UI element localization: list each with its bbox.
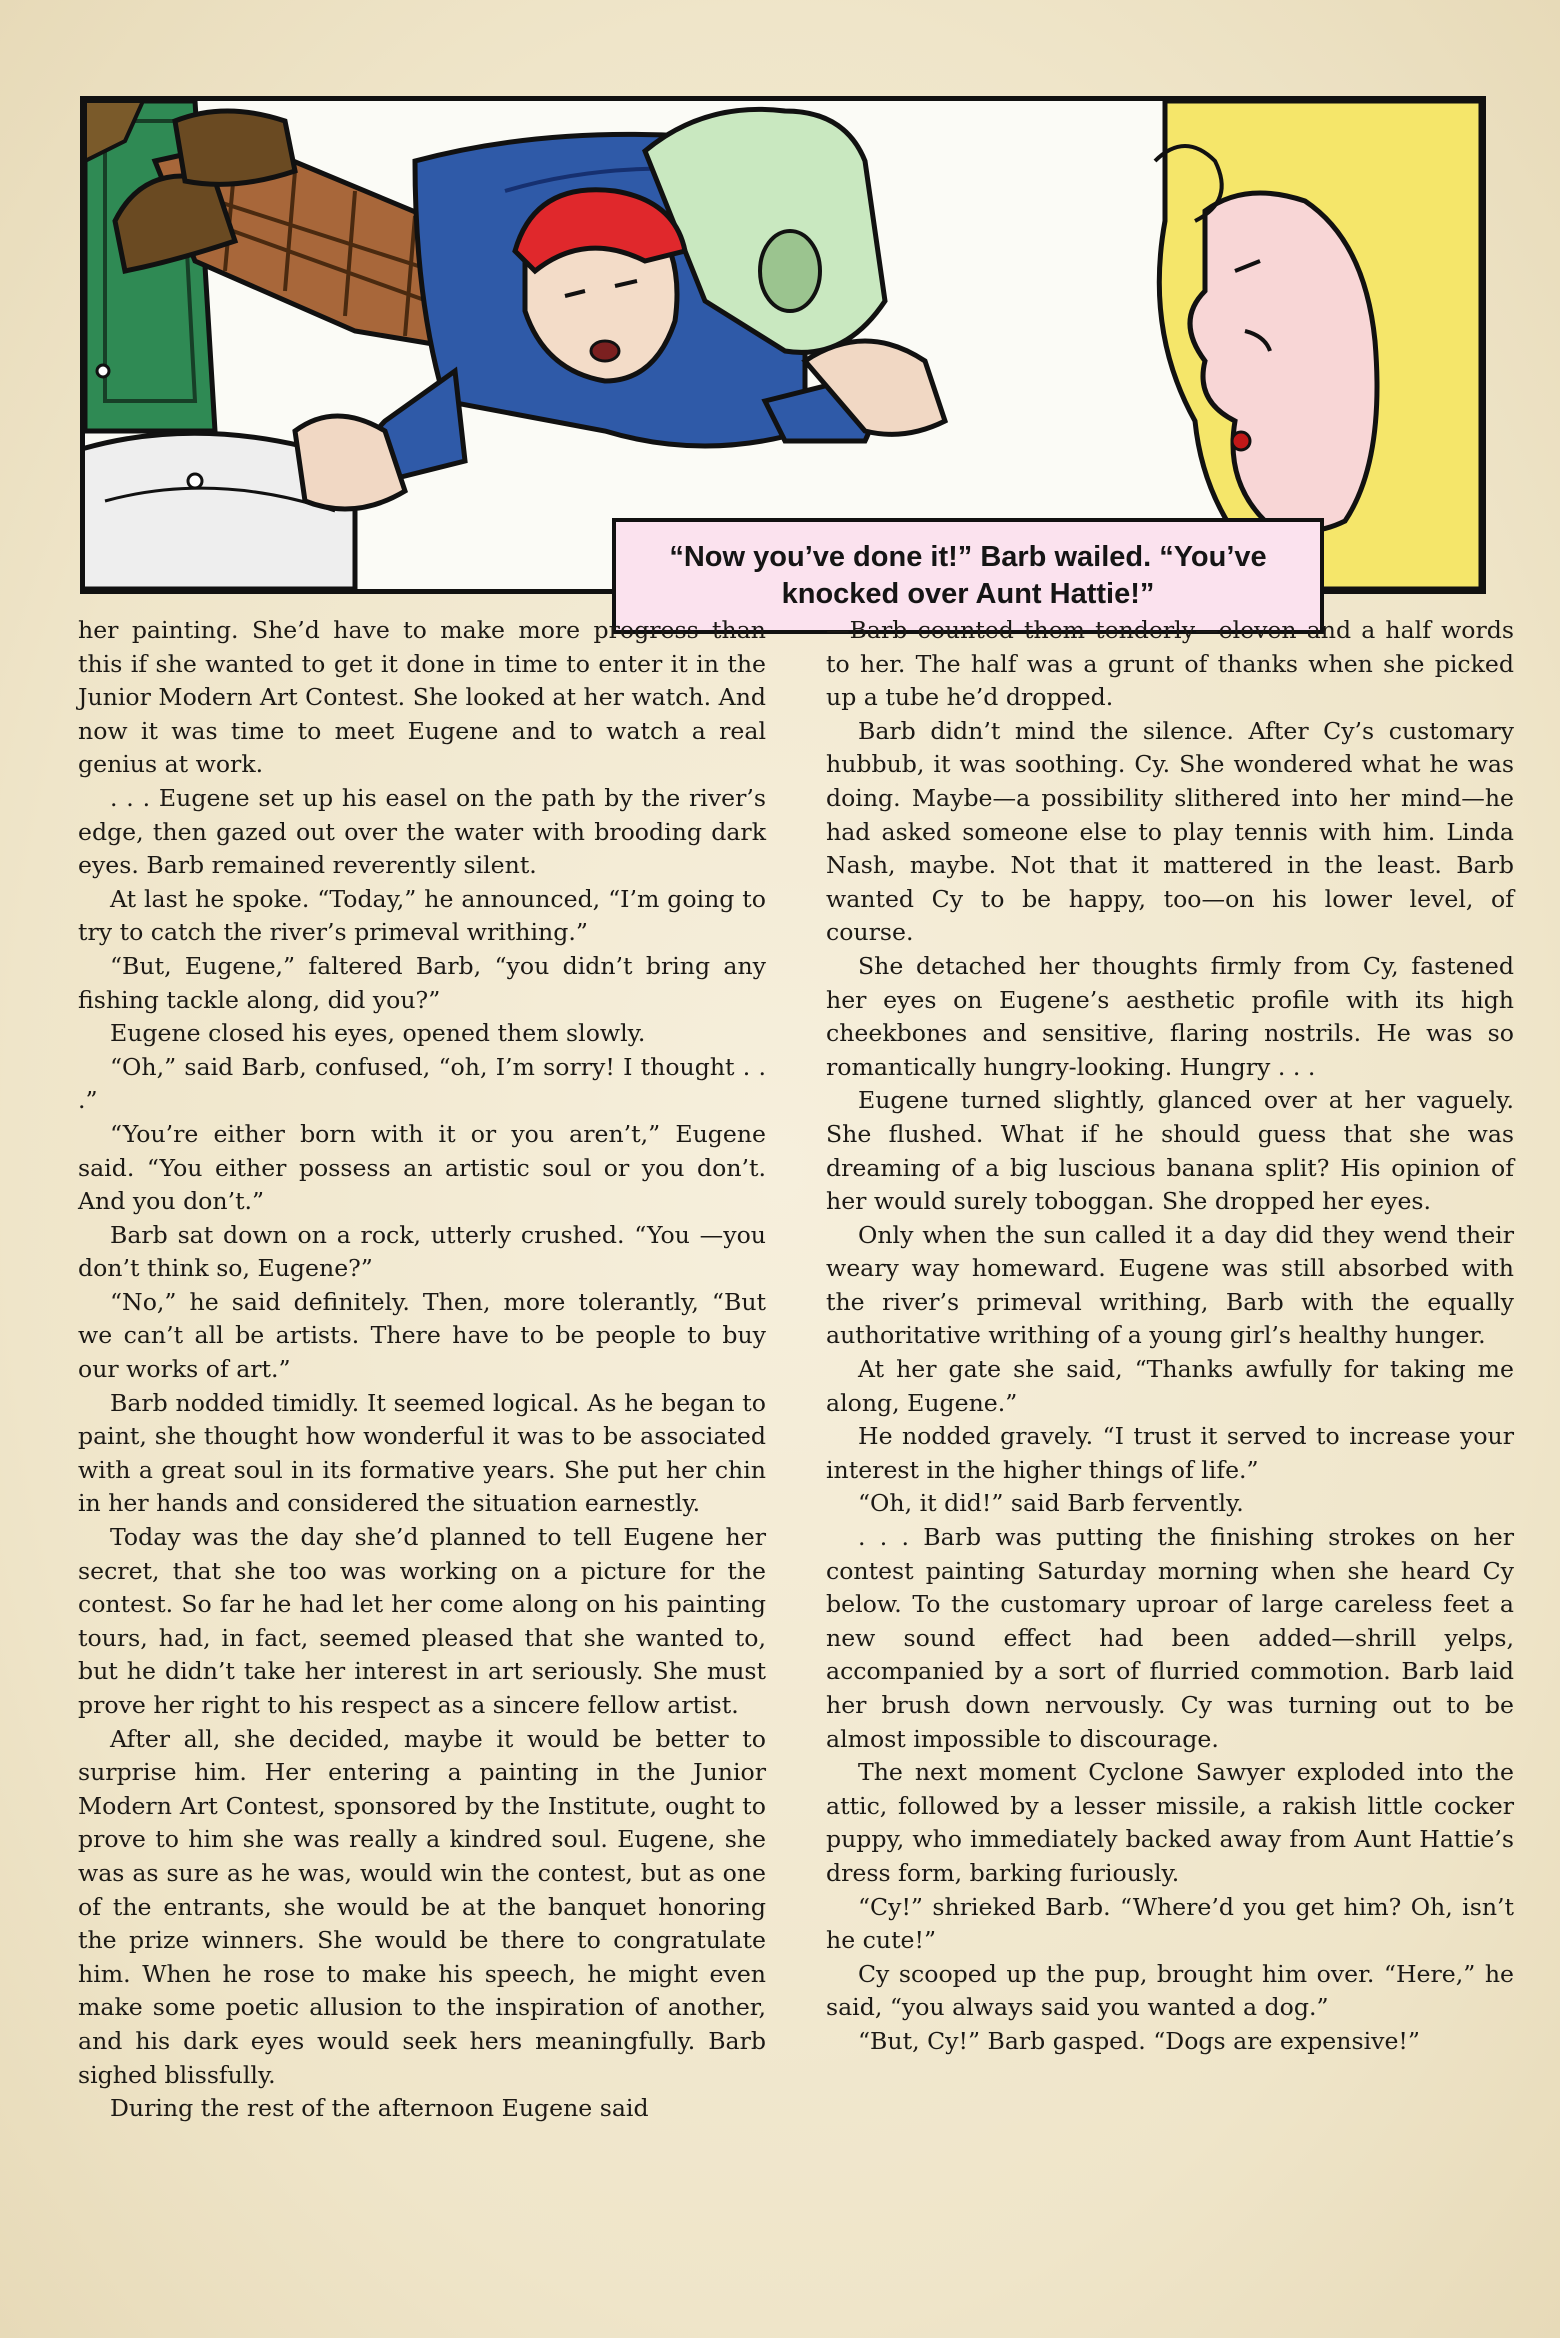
story-paragraph: —Barb counted them tenderly—eleven and a half words to her. The half was a grunt of thanks when she picked up a tube he’d dropped. (826, 616, 1514, 712)
story-paragraph: Eugene closed his eyes, opened them slowly. (110, 1019, 646, 1048)
caption-line-2: knocked over Aunt Hattie!” (781, 578, 1155, 610)
story-paragraph: “Cy!” shrieked Barb. “Where’d you get him? Oh, isn’t he cute!” (826, 1892, 1514, 1955)
story-paragraph: “But, Eugene,” faltered Barb, “you didn’t bring any fishing tackle along, did you?” (78, 951, 766, 1014)
story-paragraph: He nodded gravely. “I trust it served to increase your interest in the higher things of life.” (826, 1422, 1514, 1484)
story-paragraph: The next moment Cyclone Sawyer exploded into the attic, followed by a lesser missile, a rakish little cocker puppy, who immediately backed away from Aunt Hattie’s dress form, barking furiously. (826, 1758, 1514, 1887)
story-column-right (826, 614, 1514, 2264)
illustration-art (85, 101, 1481, 589)
story-paragraph: her painting. She’d have to make more progress than this if she wanted to get it done in time to enter it in the Junior Modern Art Contest. She looked at her watch. And now it was time to meet Eugene and to watch a real genius at work. (78, 616, 766, 779)
story-paragraph: . . . Barb was putting the finishing strokes on her contest painting Saturday morning when she heard Cy below. To the customary uproar of large careless feet a new sound effect had been added—shrill yelps, accompanied by a sort of flurried commotion. Barb laid her brush down nervously. Cy was turning out to be almost impossible to discourage. (826, 1523, 1514, 1753)
story-paragraph: “But, Cy!” Barb gasped. “Dogs are expensive!” (858, 2026, 1420, 2055)
story-paragraph: “No,” he said definitely. Then, more tolerantly, “But we can’t all be artists. There have to be people to buy our works of art.” (78, 1287, 766, 1384)
story-paragraph: At her gate she said, “Thanks awfully for taking me along, Eugene.” (826, 1355, 1514, 1417)
story-column-left (78, 614, 766, 2264)
story-paragraph: Eugene turned slightly, glanced over at her vaguely. She flushed. What if he should guess that she was dreaming of a big luscious banana split? His opinion of her would surely toboggan. She dropped her eyes. (826, 1086, 1514, 1216)
story-paragraph: Barb didn’t mind the silence. After Cy’s customary hubbub, it was soothing. Cy. She wondered what he was doing. Maybe—a possibility slithered into her mind—he had asked someone else to play tennis with him. Linda Nash, maybe. Not that it mattered in the least. Barb wanted Cy to be happy, too—on his lower level, of course. (826, 716, 1514, 947)
story-paragraph: She detached her thoughts firmly from Cy, fastened her eyes on Eugene’s aesthetic profile with its high cheekbones and sensitive, flaring nostrils. He was so romantically hungry-looking. Hungry . . . (826, 951, 1514, 1081)
story-paragraph: “Oh, it did!” said Barb fervently. (858, 1489, 1244, 1518)
story-paragraph: “Oh,” said Barb, confused, “oh, I’m sorry! I thought . . .” (78, 1052, 766, 1115)
caption-line-1: “Now you’ve done it!” Barb wailed. “You’ve (669, 541, 1267, 573)
story-paragraph: Barb nodded timidly. It seemed logical. As he began to paint, she thought how wonderful it was to be associated with a great soul in its formative years. She put her chin in her hands and considered the situation earnestly. (78, 1388, 766, 1518)
story-paragraph: Only when the sun called it a day did they wend their weary way homeward. Eugene was still absorbed with the river’s primeval writhing, Barb with the equally authoritative writhing of a young girl’s healthy hunger. (826, 1220, 1514, 1350)
story-paragraph: After all, she decided, maybe it would be better to surprise him. Her entering a painting in the Junior Modern Art Contest, sponsored by the Institute, ought to prove to him she was really a kindred soul. Eugene, she was as sure as he was, would win the contest, but as one of the entrants, she would be at the banquet honoring the prize winners. She would be there to congratulate him. When he rose to make his speech, he might even make some poetic allusion to the inspiration of another, and his dark eyes would seek hers meaningfully. Barb sighed blissfully. (78, 1724, 766, 2089)
story-paragraph: Cy scooped up the pup, brought him over. “Here,” he said, “you always said you wanted a dog.” (826, 1959, 1514, 2022)
story-paragraph: At last he spoke. “Today,” he announced, “I’m going to try to catch the river’s primeval writhing.” (78, 884, 766, 947)
story-paragraph: During the rest of the afternoon Eugene said (110, 2094, 649, 2123)
story-paragraph: “You’re either born with it or you aren’t,” Eugene said. “You either possess an artistic soul or you don’t. And you don’t.” (78, 1119, 766, 1216)
story-paragraph: Barb sat down on a rock, utterly crushed. “You —you don’t think so, Eugene?” (78, 1220, 766, 1283)
story-paragraph: . . . Eugene set up his easel on the path by the river’s edge, then gazed out over the water with brooding dark eyes. Barb remained reverently silent. (78, 783, 766, 880)
story-paragraph: Today was the day she’d planned to tell Eugene her secret, that she too was working on a picture for the contest. So far he had let her come along on his painting tours, had, in fact, seemed pleased that she wanted to, but he didn’t take her interest in art seriously. She must prove her right to his respect as a sincere fellow artist. (78, 1523, 766, 1719)
